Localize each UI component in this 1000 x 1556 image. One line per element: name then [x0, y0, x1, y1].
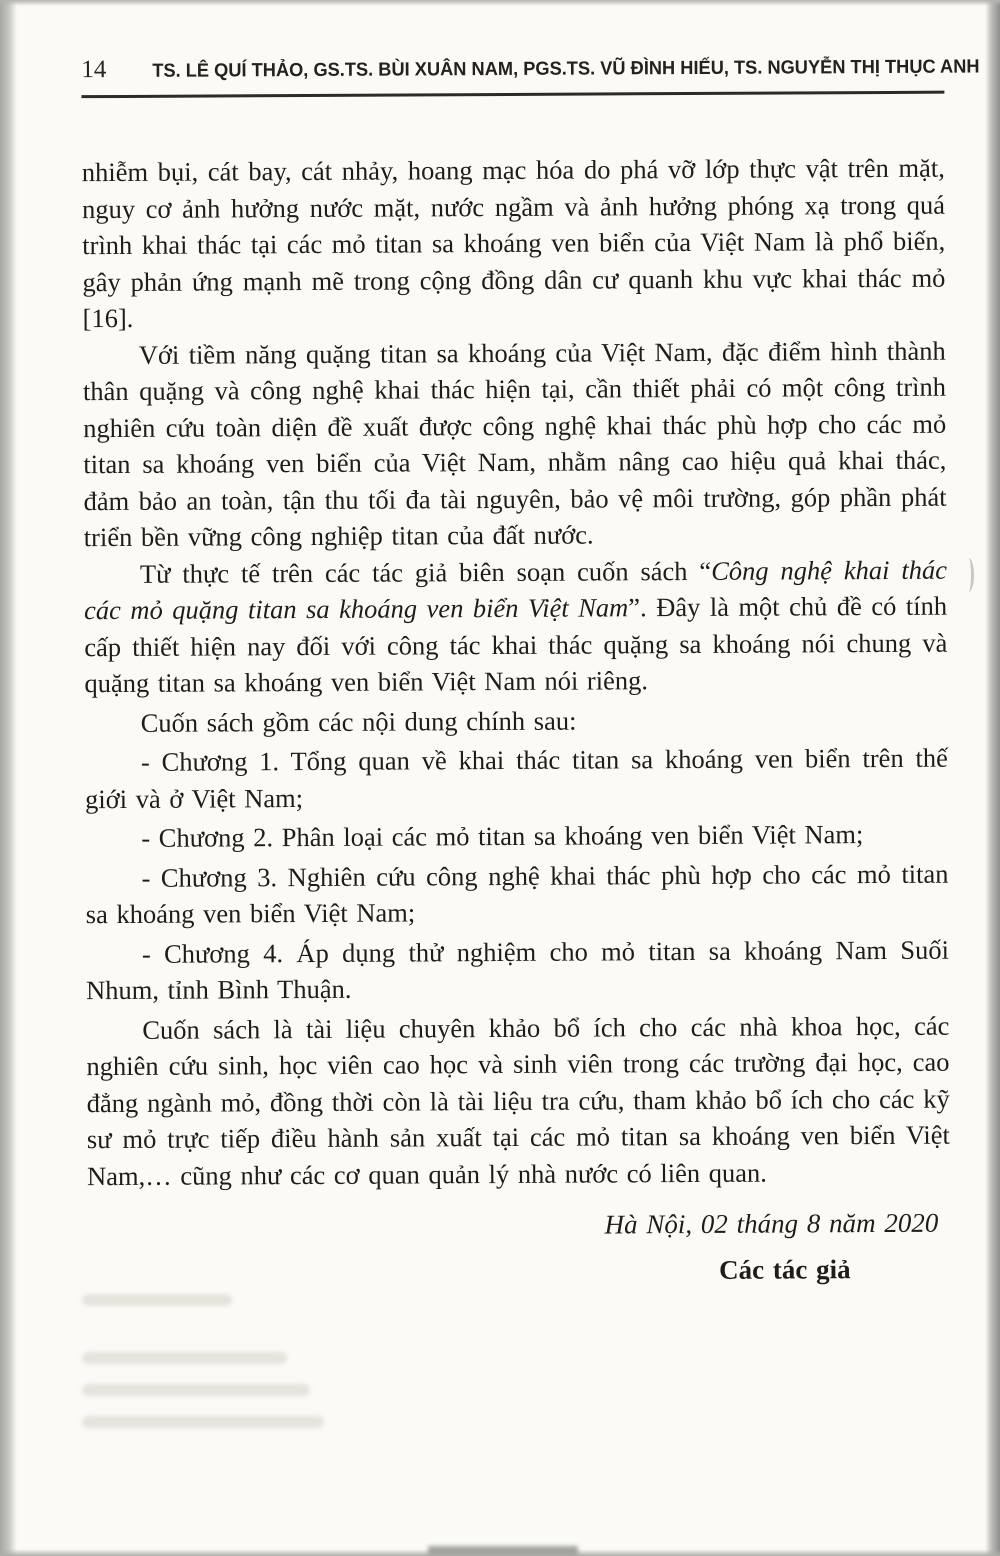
bleed-through-line [82, 1352, 287, 1364]
bleed-through-line [82, 1384, 310, 1396]
chapter-item-2: - Chương 2. Phân loại các mỏ titan sa khoáng ven biển Việt Nam; [141, 819, 864, 853]
book-intro-before: Từ thực tế trên các tác giả biên soạn cuốn sách “ [139, 555, 712, 589]
running-header-authors: TS. LÊ QUÍ THẢO, GS.TS. BÙI XUÂN NAM, PGS.TS. VŨ ĐÌNH HIẾU, TS. NGUYỄN THỊ THỤC ANH [152, 56, 980, 82]
page-body [82, 150, 951, 1292]
paragraph-motivation: Với tiềm năng quặng titan sa khoáng của Việt Nam, đặc điểm hình thành thân quặng và công nghệ khai thác hiện tại, cần thiết phải có một công trình nghiên cứu toàn diện đề xuất được công nghệ khai thác phù hợp cho các mỏ titan sa khoáng ven biển của Việt Nam, nhằm nâng cao hiệu quả khai thác, đảm bảo an toàn, tận thu tối đa tài nguyên, bảo vệ môi trường, góp phần phát triển bền vững công nghiệp titan của đất nước. [82, 335, 947, 553]
bleed-through-line [82, 1416, 324, 1428]
paragraph-continuation: nhiễm bụi, cát bay, cát nhảy, hoang mạc hóa do phá vỡ lớp thực vật trên mặt, nguy cơ ảnh hưởng nước mặt, nước ngầm và ảnh hưởng phóng xạ trong quá trình khai thác tại các mỏ titan sa khoáng ven biển của Việt Nam là phổ biến, gây phản ứng mạnh mẽ trong cộng đồng dân cư quanh khu vực khai thác mỏ [16]. [81, 152, 946, 334]
book-title: Công nghệ khai thác các mỏ quặng titan sa khoáng ven biển Việt Nam [84, 554, 948, 626]
chapter-item-4: - Chương 4. Áp dụng thử nghiệm cho mỏ titan sa khoáng Nam Suối Nhum, tỉnh Bình Thuận. [86, 934, 949, 1006]
chapter-item-1: - Chương 1. Tổng quan về khai thác titan sa khoáng ven biển trên thế giới và ở Việt Nam; [85, 742, 948, 814]
paragraph-closing: Cuốn sách là tài liệu chuyên khảo bổ ích cho các nhà khoa học, các nghiên cứu sinh, học viên cao học và sinh viên trong các trường đại học, cao đẳng ngành mỏ, đồng thời còn là tài liệu tra cứu, tham khảo bổ ích cho các kỹ sư mỏ trực tiếp điều hành sản xuất tại các mỏ titan sa khoáng ven biển Việt Nam,… cũng như các cơ quan quản lý nhà nước có liên quan. [86, 1010, 950, 1191]
running-header [81, 52, 980, 85]
book-intro-after: ”. Đây là một chủ đề có tính cấp thiết hiện nay đối với công tác khai thác quặng sa khoáng nói chung và quặng titan sa khoáng ven biển Việt Nam nói riêng. [84, 590, 948, 699]
paragraph-book-introduction [84, 551, 948, 702]
signoff-authors: Các tác giả [719, 1253, 851, 1285]
chapter-item-3: - Chương 3. Nghiên cứu công nghệ khai thác phù hợp cho các mỏ titan sa khoáng ven biển Việt Nam; [85, 858, 949, 930]
page-number: 14 [81, 56, 107, 84]
paragraph-contents-lead: Cuốn sách gồm các nội dung chính sau: [140, 705, 577, 738]
scan-bottom-smudge [428, 1546, 578, 1555]
signoff-place-date: Hà Nội, 02 tháng 8 năm 2020 [604, 1207, 939, 1240]
header-rule [81, 91, 944, 99]
bleed-through-line [82, 1294, 232, 1306]
